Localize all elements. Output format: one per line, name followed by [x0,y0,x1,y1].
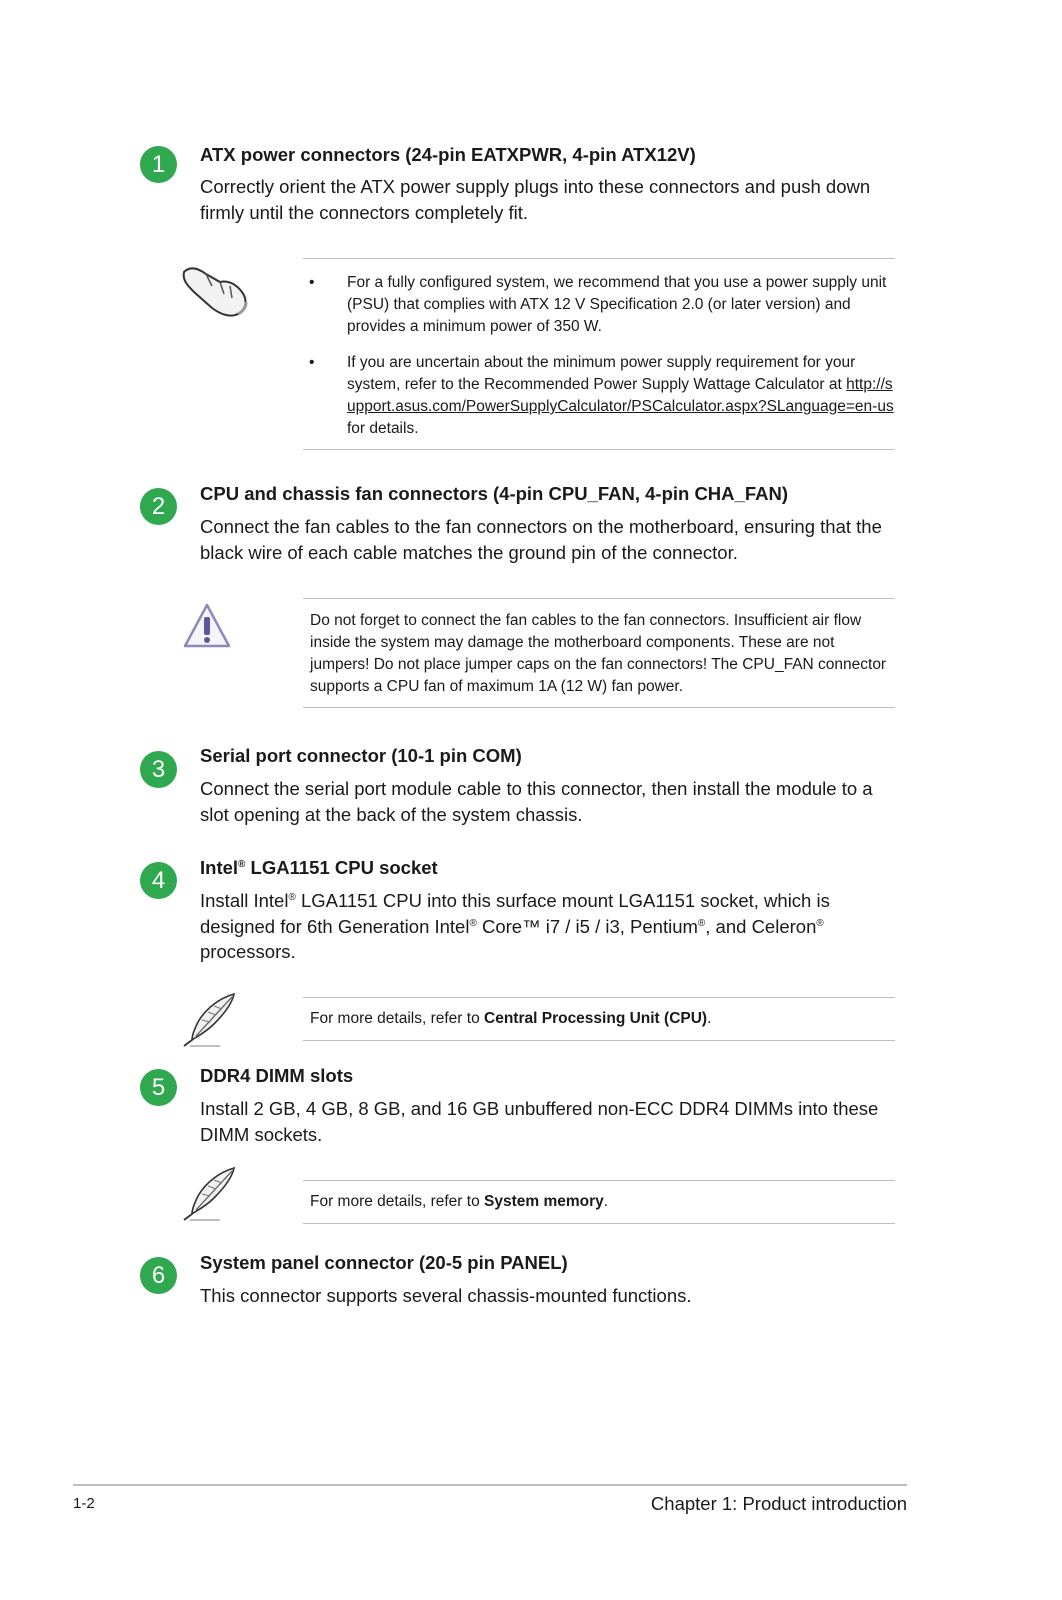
title-brand: Intel [200,857,239,878]
warning-text: Do not forget to connect the fan cables to the fan connectors. Insufficient air flow inside the system may damage the motherboard components. These are not jumpers! Do not place jumper caps on the fan connectors! The CPU_FAN connector supports a CPU fan of maximum 1A (12 W) fan power. [310,612,887,695]
registered-mark: ® [238,859,246,870]
note-bullet-item [303,272,895,338]
body-text: , and Celeron [705,915,817,937]
section-title [200,856,900,880]
body-text: Install Intel [200,890,289,911]
note-text [310,1008,888,1030]
section-number-badge: 3 [140,751,177,788]
note-prefix: For more details, refer to [310,1010,485,1027]
registered-mark: ® [288,892,296,903]
body-text: Core™ i7 / i5 / i3, Pentium [476,915,698,937]
section-number-badge: 2 [140,488,177,525]
note-text: for details. [347,420,419,437]
bullet-dot: • [309,354,315,371]
body-text: LGA1151 CPU into this surface mount LGA1151 socket, which is designed for 6th Generation Intel [200,890,830,937]
section-title: System panel connector (20-5 pin PANEL) [200,1252,568,1273]
section-number-badge: 6 [140,1257,177,1294]
section-number-badge: 1 [140,146,177,183]
registered-mark: ® [816,917,824,929]
section-body: Connect the fan cables to the fan connectors on the motherboard, ensuring that the black wire of each cable matches the ground pin of the connector. [200,516,882,563]
section-title: CPU and chassis fan connectors (4-pin CPU_FAN, 4-pin CHA_FAN) [200,483,788,504]
warning-triangle-icon [182,602,232,655]
memory-reference-link: System memory [484,1193,604,1210]
footer-divider [73,1484,907,1486]
section-body: Install 2 GB, 4 GB, 8 GB, and 16 GB unbuffered non-ECC DDR4 DIMMs into these DIMM sockets. [200,1098,879,1145]
note-text: If you are uncertain about the minimum power supply requirement for your system, refer to the Recommended Power Supply Wattage Calculator at [347,354,856,393]
note-suffix: . [603,1193,609,1210]
hand-pointing-icon [180,262,250,323]
section-body: Connect the serial port module cable to this connector, then install the module to a slot opening at the back of the system chassis. [200,778,873,825]
bullet-dot: • [309,274,315,291]
fan-warning-note [303,598,895,708]
section-body: This connector supports several chassis-mounted functions. [200,1285,692,1306]
section-number-badge: 5 [140,1069,177,1106]
quill-pen-icon [180,992,240,1053]
body-text: processors. [200,941,296,962]
memory-reference-note [303,1180,895,1224]
section-title: ATX power connectors (24-pin EATXPWR, 4-pin ATX12V) [200,144,696,165]
registered-mark: ® [697,917,706,929]
title-rest: LGA1151 CPU socket [245,857,438,878]
section-title: DDR4 DIMM slots [200,1065,354,1086]
note-bullet-item [303,352,895,440]
note-text: For a fully configured system, we recommend that you use a power supply unit (PSU) that complies with ATX 12 V Specification 2.0 (or later version) and provides a minimum power of 350 W. [347,274,887,335]
quill-pen-icon [180,1166,240,1227]
psu-calculator-link[interactable]: http://support.asus.com/PowerSupplyCalculator/PSCalculator.aspx?SLanguage=en-us [347,376,894,415]
section-number-badge: 4 [140,862,177,899]
chapter-title: Chapter 1: Product introduction [650,1493,907,1514]
power-supply-note [303,258,895,450]
page-number: 1-2 [73,1495,95,1512]
note-text [310,1191,888,1213]
registered-mark: ® [469,917,477,929]
section-title: Serial port connector (10-1 pin COM) [200,745,522,766]
section-body: Correctly orient the ATX power supply plugs into these connectors and push down firmly until the connectors completely fit. [200,176,871,223]
cpu-reference-link: Central Processing Unit (CPU) [484,1010,708,1027]
section-body [200,888,900,965]
note-prefix: For more details, refer to [310,1193,485,1210]
cpu-reference-note [303,997,895,1041]
note-suffix: . [707,1010,712,1027]
